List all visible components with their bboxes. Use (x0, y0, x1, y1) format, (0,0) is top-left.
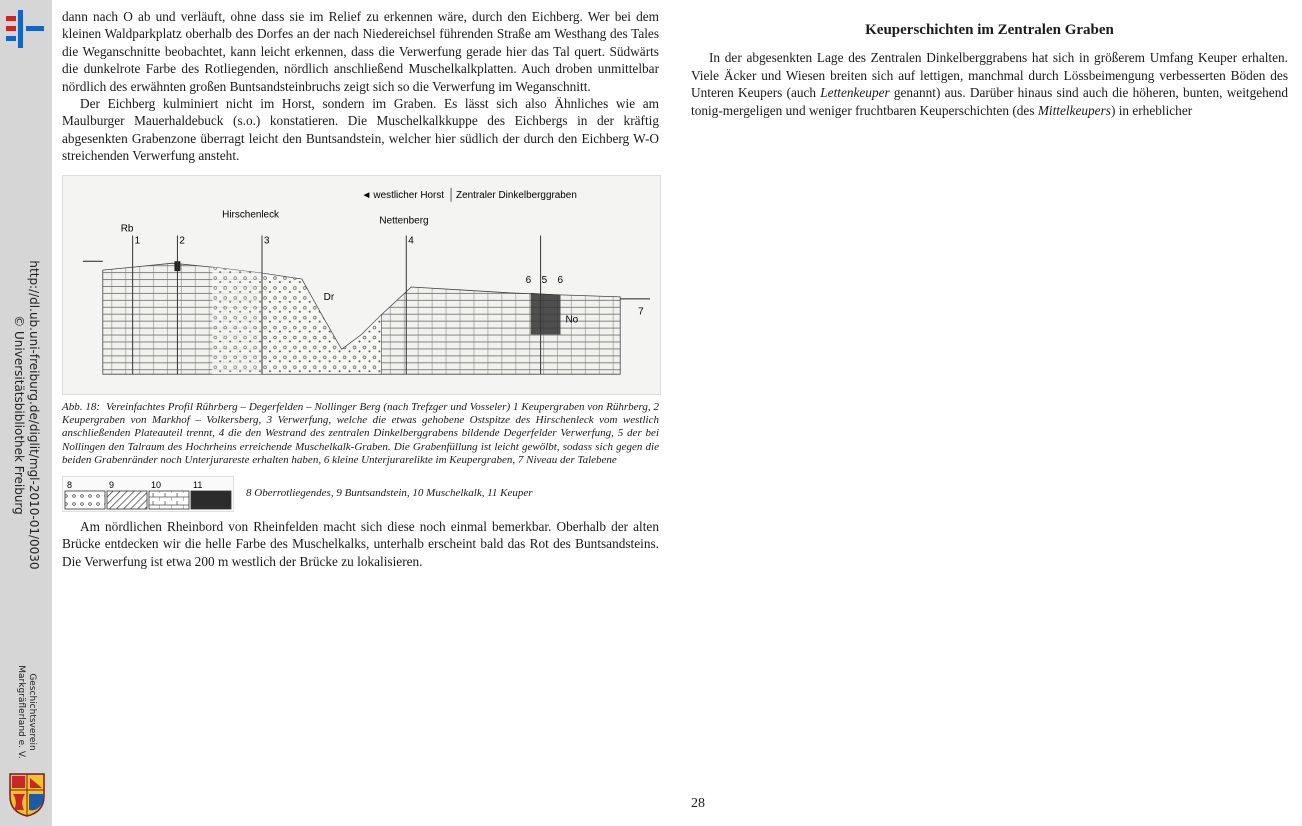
label-4: 4 (408, 235, 414, 247)
label-5: 5 (541, 274, 548, 286)
figure-caption (62, 401, 659, 468)
label-3: 3 (263, 235, 270, 247)
figure-legend (62, 476, 659, 512)
paragraph-2: Der Eichberg kulminiert nicht im Horst, sondern im Graben. Es lässt sich also Ähnliches wie am Maulburger Mauerhaldebuck (s.o.) konstatieren. Die Muschelkalkkuppe des Eichbergs in der kräftig abgesenkten Grabenzone überragt leicht den Buntsandstein, welcher hier südlich der durch den Eichberg W-O streichenden Verwerfung ansteht. (62, 96, 659, 164)
paragraph-1: dann nach O ab und verläuft, ohne dass sie im Relief zu erkennen wäre, durch den Eichberg. Wer bei dem kleinen Waldparkplatz oberhalb des Dorfes an der nach Niedereichsel führenden Straße am Westhang des Tales die Weganschnitte beobachtet, kann leicht erkennen, dass die Verwerfung gerade hier das Tal quert. Südwärts die dunkelrote Farbe des Rotliegenden, nördlich anschließend Muschelkalkplatten. Auch droben unmittelbar nördlich des erwähnten großen Buntsandsteinbruchs zeigt sich so die Verwerfung im Weganschnitt. (62, 9, 659, 94)
section-heading: Keuperschichten im Zentralen Graben (865, 22, 1114, 38)
library-logo-icon[interactable] (2, 6, 48, 52)
label-dr: Dr (323, 291, 335, 303)
keuper-term-lettenkeuper: Lettenkeuper (820, 85, 890, 101)
society-line-2: Markgräflerland e. V. (16, 665, 26, 759)
label-no: No (565, 314, 579, 326)
legend-swatches (62, 476, 234, 512)
cross-section-figure (62, 175, 661, 395)
figure-caption-text: Vereinfachtes Profil Rührberg – Degerfelden – Nollinger Berg (nach Trefzger und Vosseler) 1 Keupergraben von Rührberg, 2 Keupergraben von Markhof – Volkersberg, 3 Verwerfung, welche die etwas gehobene Ostspitze des Hirschenleck vom westlich anschließenden Plateauteil trennt, 4 die den Westrand des zentralen Dinkelberggrabens bildende Degerfelder Verwerfung, 5 der bei Nollingen den Talraum des Hochrheins erreichende Muschelkalk-Graben. Die Grabenfüllung ist leicht gewölbt, sodass sich gegen die beiden Grabenränder noch Unterjurareste erhalten haben, 6 kleine Unterjurarelikte im Keupergraben, 7 Niveau der Talebene (62, 400, 659, 467)
figure-caption-label: Abb. 18: (62, 400, 101, 413)
column-left (62, 8, 659, 818)
legend-num-11: 11 (193, 479, 203, 490)
label-6b: 6 (557, 274, 564, 286)
figure-18 (62, 175, 659, 512)
society-name (15, 665, 37, 758)
keuper-text-c: ) in erheblicher (1110, 102, 1193, 118)
document-url-block (11, 260, 41, 569)
page-number: 28 (691, 795, 705, 811)
paragraph-3: Am nördlichen Rheinbord von Rheinfelden macht sich diese noch einmal bemerkbar. Oberhalb der alten Brücke entdecken wir die helle Farbe des Muschelkalks, unterhalb erscheint bald das Rot des Buntsandsteins. Die Verwerfung ist etwa 200 m westlich der Brücke zu lokalisieren. (62, 518, 659, 569)
label-rb: Rb (120, 223, 134, 235)
label-nettenberg: Nettenberg (379, 215, 429, 227)
label-1: 1 (134, 235, 141, 247)
viewer-sidebar (0, 0, 52, 826)
copyright-notice: © Universitätsbibliothek Freiburg (12, 315, 26, 515)
legend-num-8: 8 (67, 479, 73, 490)
label-zentraler-graben: Zentraler Dinkelberggraben (456, 189, 577, 201)
coat-of-arms-icon (8, 772, 46, 818)
keuper-text-b: genannt) aus. Darüber hinaus sind auch die höheren, bunten, weitgehend tonig-mergeligen und weniger fruchtbaren Keuperschichten (des (691, 85, 1288, 118)
society-line-1: Geschichtsverein (27, 673, 37, 751)
legend-num-10: 10 (151, 479, 162, 490)
horst-arrow: ◄ (361, 189, 372, 201)
legend-text: 8 Oberrotliegendes, 9 Buntsandstein, 10 Muschelkalk, 11 Keuper (246, 486, 533, 499)
column-right (691, 8, 1288, 818)
legend-num-9: 9 (109, 479, 115, 490)
label-westlicher-horst: westlicher Horst (373, 189, 445, 201)
document-page (62, 8, 1288, 818)
paragraph-keuper (691, 49, 1288, 119)
keuper-term-mittelkeupers: Mittelkeupers (1037, 102, 1111, 118)
keuper-text-a: In der abgesenkten Lage des Zentralen Dinkelberggrabens hat sich in größerem Umfang Keuper erhalten. Viele Äcker und Wiesen breiten sich auf lettigen, manchmal durch Lössbeimengung verbesserten Böden des Unteren Keupers (auch (691, 50, 1288, 101)
label-2: 2 (179, 235, 185, 247)
geological-profile (63, 176, 660, 394)
document-url[interactable]: http://dl.ub.uni-freiburg.de/diglit/mgl-2010-01/0030 (27, 260, 41, 570)
legend-swatch-graphic (63, 477, 233, 511)
label-7: 7 (638, 306, 644, 318)
label-hirschenleck: Hirschenleck (222, 209, 280, 221)
label-6a: 6 (525, 274, 532, 286)
